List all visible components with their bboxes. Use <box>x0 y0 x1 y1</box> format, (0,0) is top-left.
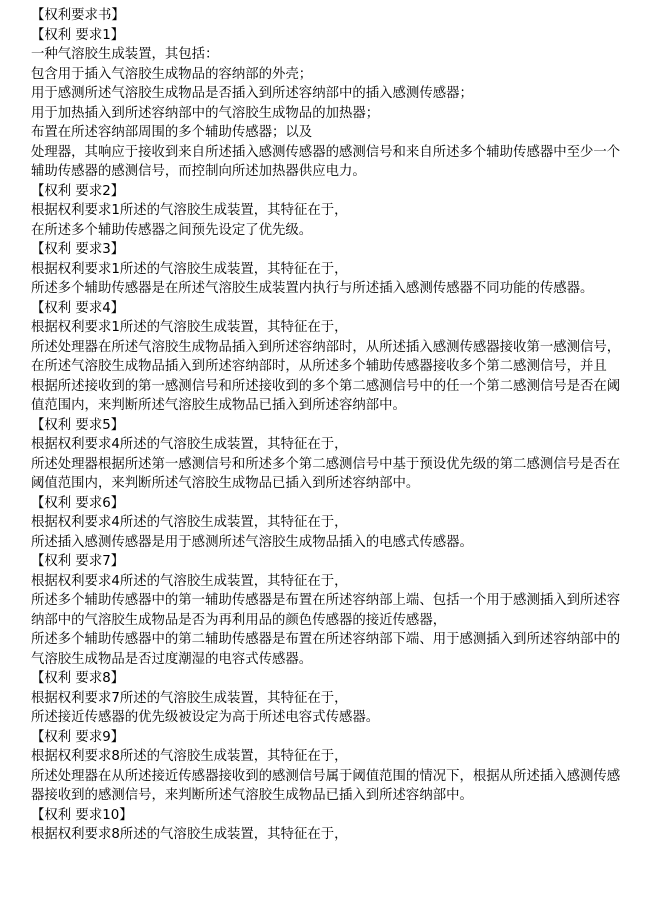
claim-text-line: 所述接近传感器的优先级被设定为高于所述电容式传感器。 <box>31 710 380 725</box>
claim-heading: 【权利 要求3】 <box>31 242 125 257</box>
claim-heading: 【权利 要求9】 <box>31 729 125 745</box>
claim-heading: 【权利 要求1】 <box>31 27 125 43</box>
claim-text-line: 所述多个辅助传感器是在所述气溶胶生成装置内执行与所述插入感测传感器不同功能的传感器。 <box>31 281 594 296</box>
claim-heading: 【权利 要求10】 <box>31 807 133 823</box>
claim-heading: 【权利 要求4】 <box>31 300 125 316</box>
claim-text-line: 包含用于插入气溶胶生成物品的容纳部的外壳； <box>31 66 313 82</box>
claim-text-line: 所述插入感测传感器是用于感测所述气溶胶生成物品插入的电感式传感器。 <box>31 534 473 550</box>
claim-heading: 【权利 要求8】 <box>31 671 125 686</box>
claim-heading: 【权利 要求2】 <box>31 183 125 199</box>
claim-text-line: 所述处理器在从所述接近传感器接收到的感测信号属于阈值范围的情况下，根据从所述插入感测传感器接收到的感测信号，来判断所述气溶胶生成物品已插入到所述容纳部中。 <box>31 768 621 803</box>
claim-text-line: 根据权利要求4所述的气溶胶生成装置，其特征在于， <box>31 515 348 530</box>
claim-text-line: 所述多个辅助传感器中的第一辅助传感器是布置在所述容纳部上端、包括一个用于感测插入到所述容纳部中的气溶胶生成物品是否为再利用品的颜色传感器的接近传感器， <box>31 593 621 628</box>
claim-text-line: 在所述气溶胶生成物品插入到所述容纳部时，从所述多个辅助传感器接收多个第二感测信号，并且 <box>31 359 607 374</box>
claim-text-line: 根据权利要求8所述的气溶胶生成装置，其特征在于， <box>31 749 348 764</box>
claim-text-line: 一种气溶胶生成装置，其包括： <box>31 47 219 62</box>
patent-claims-document <box>31 6 627 845</box>
claim-text-line: 所述多个辅助传感器中的第二辅助传感器是布置在所述容纳部下端、用于感测插入到所述容纳部中的气溶胶生成物品是否过度潮湿的电容式传感器。 <box>31 632 621 667</box>
claim-text-line: 用于加热插入到所述容纳部中的气溶胶生成物品的加热器； <box>31 105 380 121</box>
claim-text-line: 根据权利要求4所述的气溶胶生成装置，其特征在于， <box>31 573 348 589</box>
claim-heading: 【权利 要求7】 <box>31 554 125 569</box>
claim-text-line: 根据权利要求8所述的气溶胶生成装置，其特征在于， <box>31 827 348 842</box>
claim-text-line: 所述处理器根据所述第一感测信号和所述多个第二感测信号中基于预设优先级的第二感测信号是否在阈值范围内，来判断所述气溶胶生成物品已插入到所述容纳部中。 <box>31 456 621 491</box>
claim-text-line: 根据权利要求1所述的气溶胶生成装置，其特征在于， <box>31 320 348 335</box>
claim-text-line: 根据权利要求7所述的气溶胶生成装置，其特征在于， <box>31 690 348 706</box>
claim-text-line: 处理器，其响应于接收到来自所述插入感测传感器的感测信号和来自所述多个辅助传感器中至少一个辅助传感器的感测信号，而控制向所述加热器供应电力。 <box>31 144 621 179</box>
claim-text-line: 根据权利要求1所述的气溶胶生成装置，其特征在于， <box>31 261 348 277</box>
claim-text-line: 布置在所述容纳部周围的多个辅助传感器；以及 <box>31 125 313 140</box>
claim-heading: 【权利 要求6】 <box>31 495 125 511</box>
claim-text-line: 用于感测所述气溶胶生成物品是否插入到所述容纳部中的插入感测传感器； <box>31 86 473 101</box>
claim-text-line: 所述处理器在所述气溶胶生成物品插入到所述容纳部时，从所述插入感测传感器接收第一感测信号， <box>31 339 621 355</box>
claim-text-line: 根据权利要求4所述的气溶胶生成装置，其特征在于， <box>31 437 348 452</box>
claim-text-line: 根据所述接收到的第一感测信号和所述接收到的多个第二感测信号中的任一个第二感测信号是否在阈值范围内，来判断所述气溶胶生成物品已插入到所述容纳部中。 <box>31 378 621 413</box>
claim-heading: 【权利 要求5】 <box>31 417 125 433</box>
document-title: 【权利要求书】 <box>31 8 125 23</box>
claim-text-line: 根据权利要求1所述的气溶胶生成装置，其特征在于， <box>31 203 348 218</box>
claim-text-line: 在所述多个辅助传感器之间预先设定了优先级。 <box>31 222 313 238</box>
